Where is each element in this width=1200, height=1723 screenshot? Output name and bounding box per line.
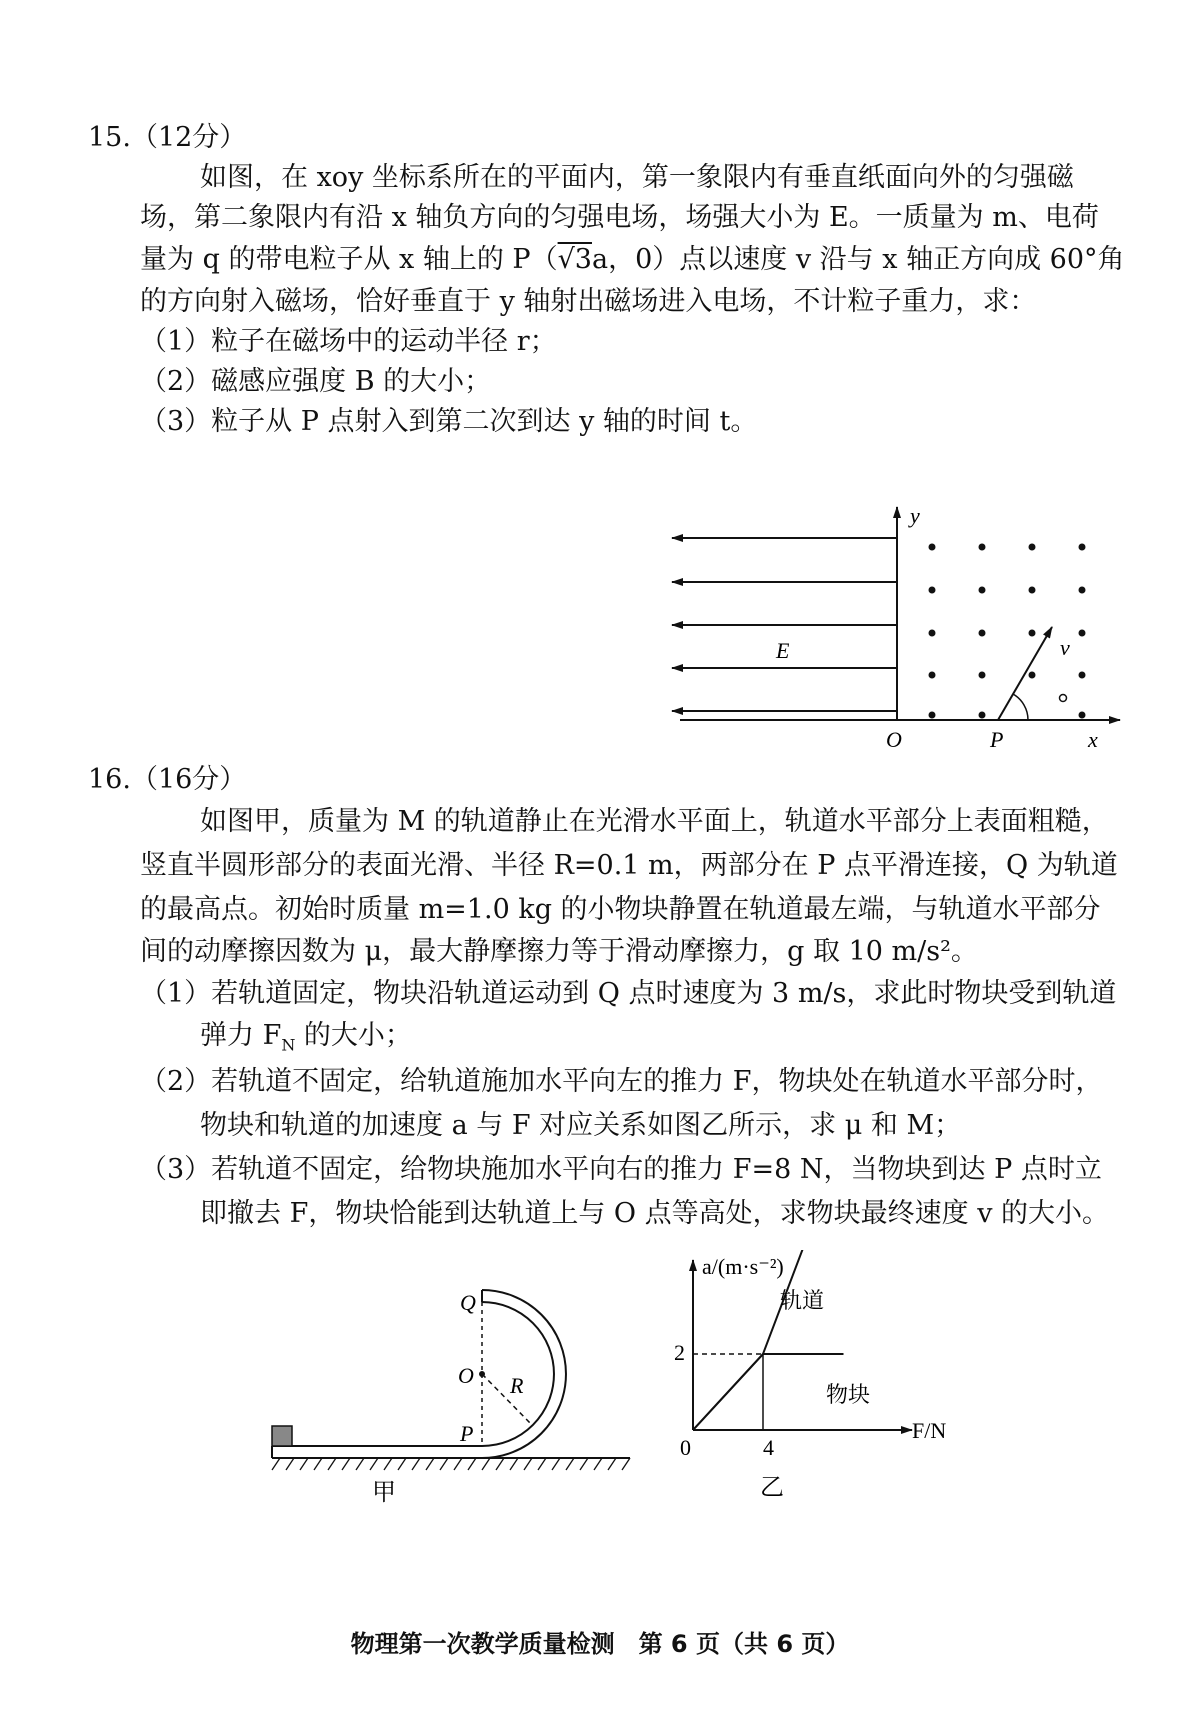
graph-y-label: a/(m·s⁻²) (702, 1254, 784, 1279)
q16-part-1c-text: 的大小； (295, 1020, 412, 1051)
graph-origin-label: 0 (680, 1435, 691, 1460)
fn-subscript: N (281, 1035, 296, 1055)
q15-line-3a: 量为 q 的带电粒子从 x 轴上的 P（ (140, 244, 558, 275)
y-axis-label: y (910, 503, 920, 528)
graph-tick-y: 2 (674, 1340, 685, 1365)
q15-number: 15. (88, 122, 131, 153)
o-center-label: O (458, 1363, 474, 1388)
q16-part-2a: （2）若轨道不固定，给轨道施加水平向左的推力 F，物块处在轨道水平部分时， (140, 1066, 1103, 1097)
q16-header (88, 760, 246, 800)
q16-part-1a: （1）若轨道固定，物块沿轨道运动到 Q 点时速度为 3 m/s，求此时物块受到轨道 (140, 978, 1117, 1009)
q15-score: （12分） (130, 122, 247, 153)
q16-track-diagram (260, 1278, 640, 1508)
q16-line-2: 竖直半圆形部分的表面光滑、半径 R=0.1 m，两部分在 P 点平滑连接，Q 为轨道 (140, 850, 1118, 881)
small-block (272, 1426, 292, 1446)
magnetic-field-dots (929, 544, 1086, 719)
q16-line-3: 的最高点。初始时质量 m=1.0 kg 的小物块静置在轨道最左端，与轨道水平部分 (140, 894, 1101, 925)
origin-label: O (886, 727, 902, 752)
graph-series-block-label: 物块 (826, 1382, 871, 1407)
e-field-label: E (776, 638, 790, 663)
center-point (479, 1371, 485, 1377)
q16-line-4: 间的动摩擦因数为 μ，最大静摩擦力等于滑动摩擦力，g 取 10 m/s²。 (140, 936, 978, 967)
radius-dashed (482, 1374, 532, 1425)
q16-acceleration-graph (660, 1250, 970, 1510)
q16-score: （16分） (130, 764, 247, 795)
q15-header (88, 118, 246, 158)
q15-part-1: （1）粒子在磁场中的运动半径 r； (140, 326, 557, 357)
graph-tick-x: 4 (763, 1435, 774, 1460)
page-footer: 物理第一次教学质量检测 第 6 页（共 6 页） (350, 1630, 850, 1658)
angle-arc (1013, 694, 1028, 720)
ground-hatching (272, 1458, 630, 1470)
q16-line-1: 如图甲，质量为 M 的轨道静止在光滑水平面上，轨道水平部分上表面粗糙， (200, 806, 1109, 837)
q15-line-3 (140, 240, 1125, 280)
q15-part-3: （3）粒子从 P 点射入到第二次到达 y 轴的时间 t。 (140, 406, 758, 437)
sqrt3: √3 (557, 244, 592, 275)
degree-mark (1060, 695, 1067, 702)
r-radius-label: R (510, 1373, 524, 1398)
q15-line-2: 场，第二象限内有沿 x 轴负方向的匀强电场，场强大小为 E。一质量为 m、电荷 (140, 202, 1099, 233)
q15-field-diagram (660, 495, 1130, 755)
x-axis-label: x (1088, 727, 1098, 752)
q15-line-4: 的方向射入磁场，恰好垂直于 y 轴射出磁场进入电场，不计粒子重力，求： (140, 286, 1037, 317)
q16-part-1b (200, 1016, 412, 1065)
q16-part-3b: 即撤去 F，物块恰能到达轨道上与 O 点等高处，求物块最终速度 v 的大小。 (200, 1198, 1110, 1229)
figure-yi-caption: 乙 (760, 1475, 784, 1501)
q16-number: 16. (88, 764, 131, 795)
graph-series-track-label: 轨道 (780, 1288, 825, 1313)
graph-series-line-2 (693, 1354, 844, 1430)
q16-part-2b: 物块和轨道的加速度 a 与 F 对应关系如图乙所示，求 μ 和 M； (200, 1110, 962, 1141)
q15-part-2: （2）磁感应强度 B 的大小； (140, 366, 492, 397)
q16-part-1b-text: 弹力 F (200, 1020, 282, 1051)
electric-field-lines (672, 538, 897, 711)
q-point-label: Q (460, 1290, 476, 1315)
p-point-label: P (460, 1421, 474, 1446)
q16-part-3a: （3）若轨道不固定，给物块施加水平向右的推力 F=8 N，当物块到达 P 点时立 (140, 1154, 1102, 1185)
p-point-label: P (990, 727, 1004, 752)
q15-line-3c: a，0）点以速度 v 沿与 x 轴正方向成 60°角 (591, 244, 1125, 275)
figure-jia-caption: 甲 (372, 1480, 396, 1506)
velocity-label: v (1060, 635, 1070, 660)
graph-x-label: F/N (912, 1418, 947, 1443)
q15-line-1: 如图，在 xoy 坐标系所在的平面内，第一象限内有垂直纸面向外的匀强磁 (200, 162, 1074, 193)
